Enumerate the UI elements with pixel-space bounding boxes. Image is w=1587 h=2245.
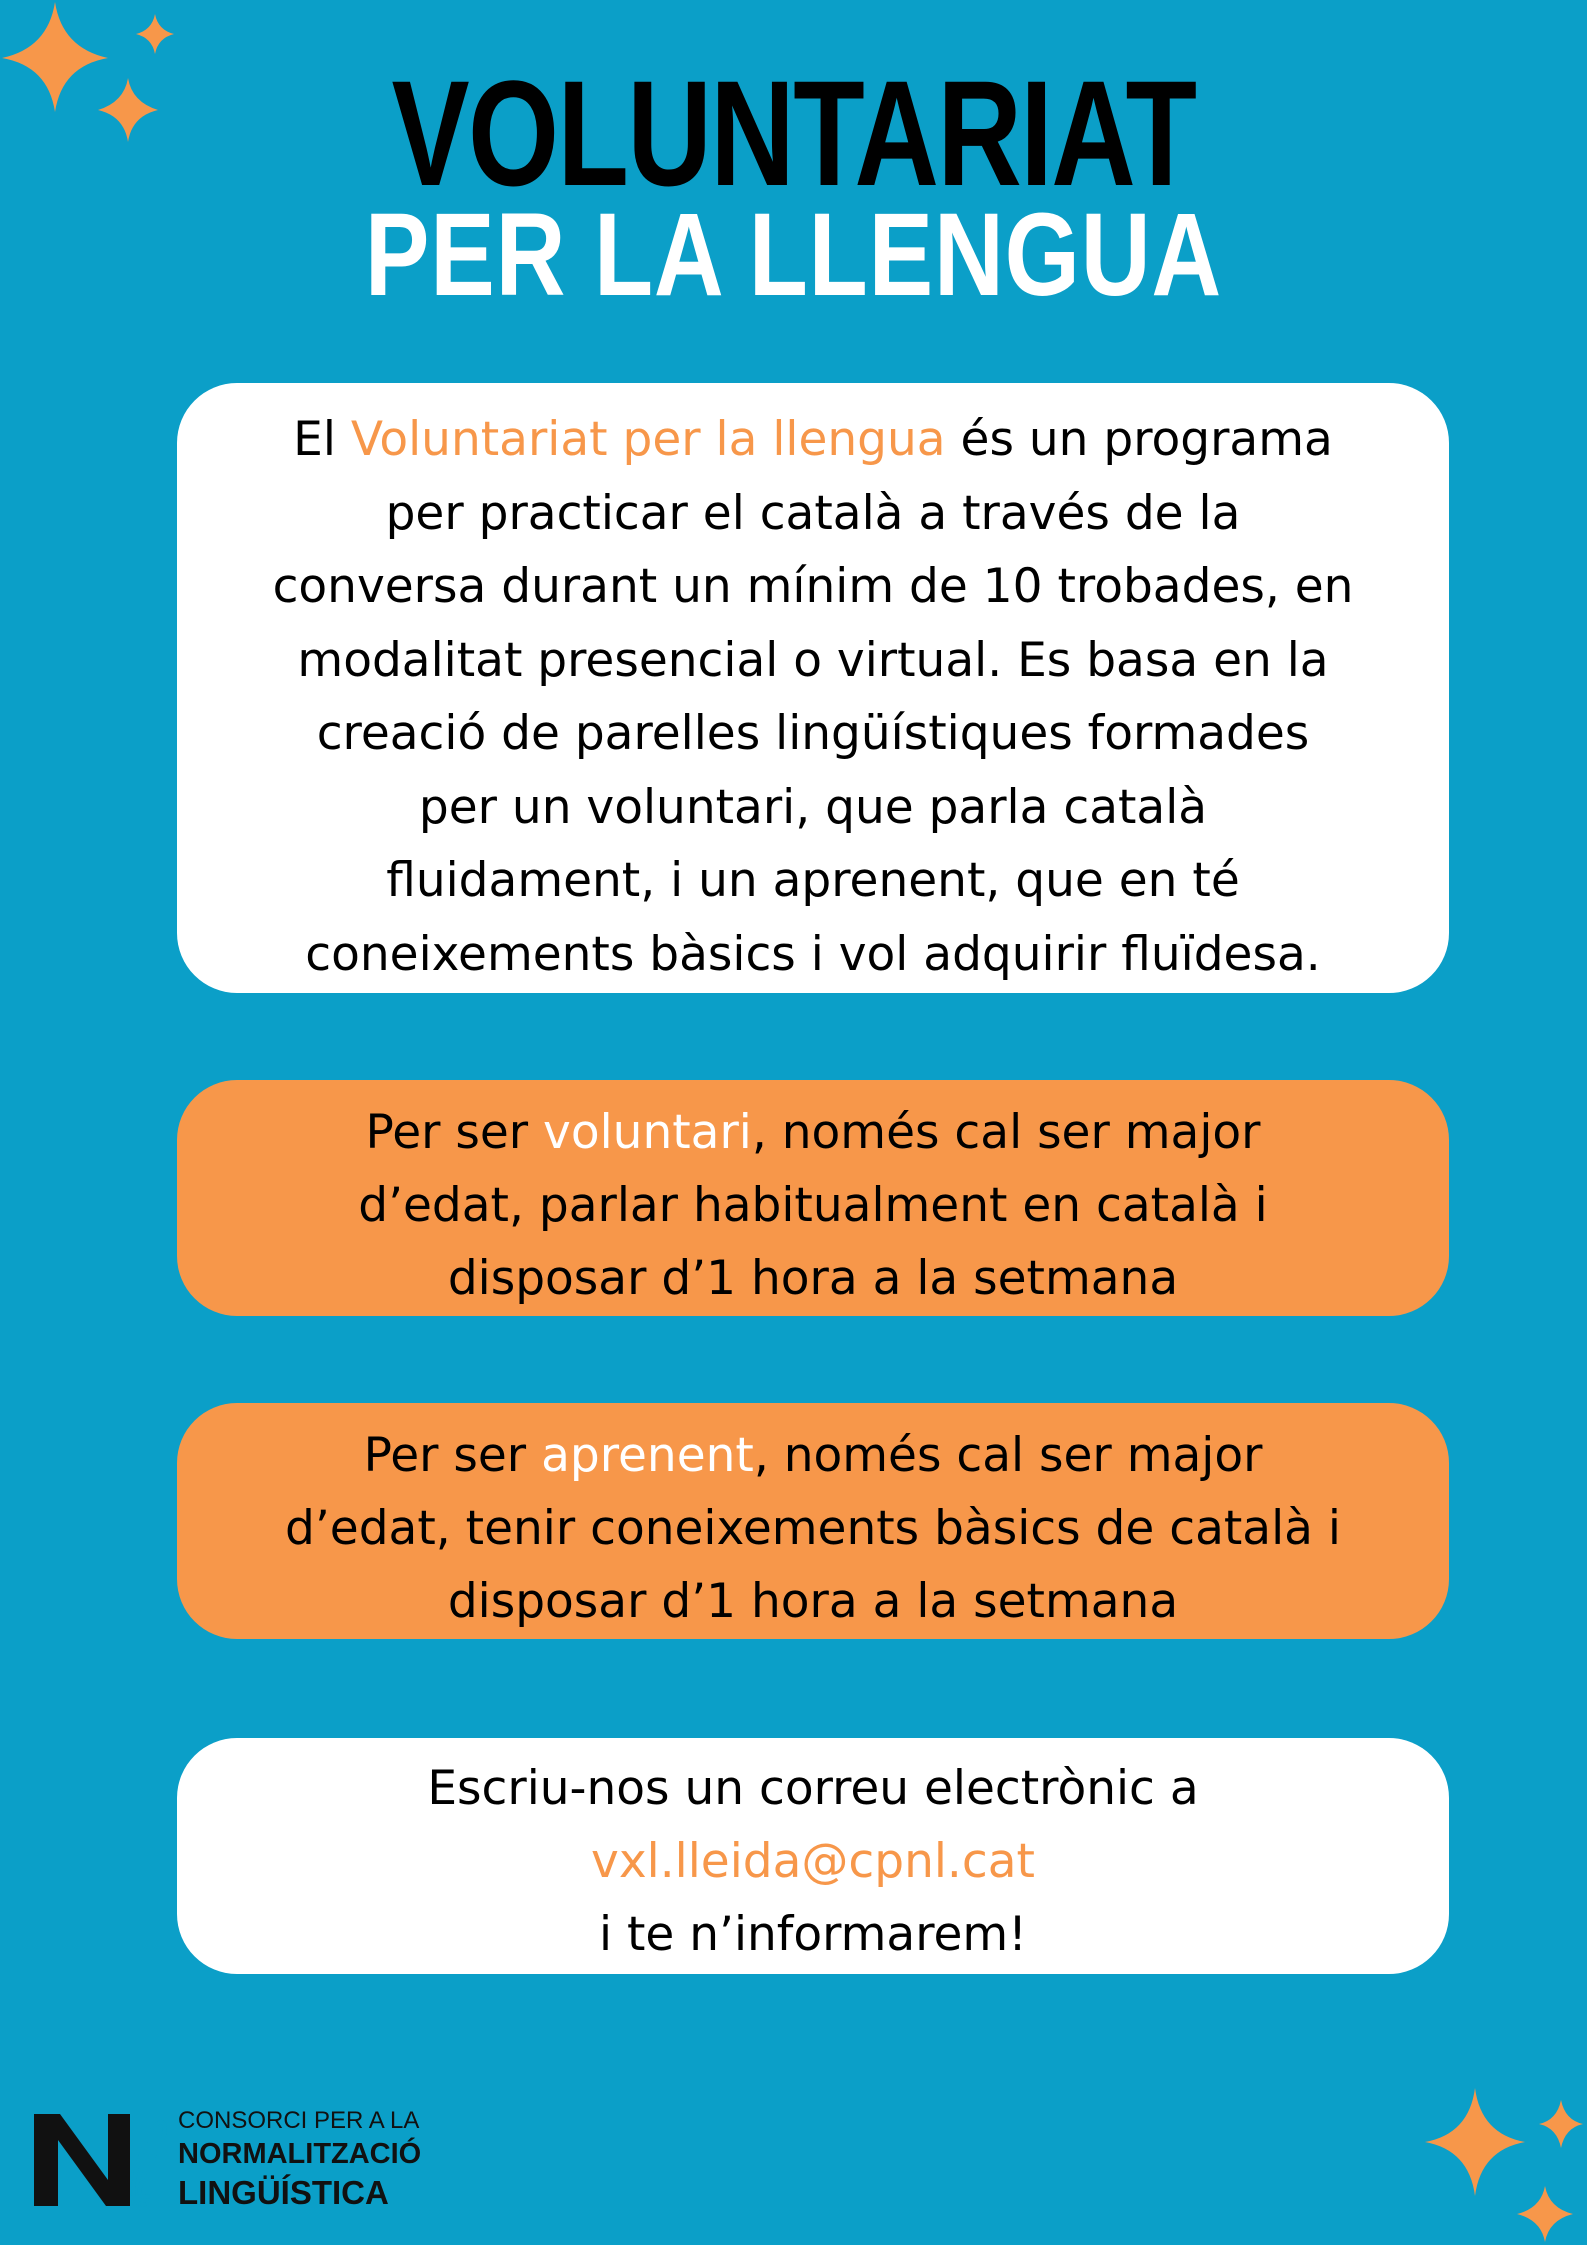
cpnl-logo-text	[178, 2106, 421, 2214]
learner-requirements-card	[177, 1403, 1449, 1639]
contact-line: i te n’informarem!	[598, 1907, 1028, 1962]
sparkle-icon	[1405, 2080, 1587, 2245]
intro-line: conversa durant un mínim de 10 trobades, en	[272, 559, 1354, 614]
cpnl-logo-icon	[34, 2110, 174, 2210]
learner-line-text: , només cal ser major	[753, 1428, 1263, 1483]
intro-line-text: és un programa	[945, 412, 1333, 467]
page-title: VOLUNTARIAT	[391, 49, 1196, 217]
logo-line: NORMALITZACIÓ	[178, 2138, 422, 2170]
logo-line: LINGÜÍSTICA	[178, 2174, 389, 2211]
learner-line: disposar d’1 hora a la setmana	[447, 1574, 1179, 1629]
intro-line: per practicar el català a través de la	[385, 485, 1241, 541]
intro-card	[177, 383, 1449, 993]
intro-prefix: El	[293, 412, 351, 467]
intro-line: coneixements bàsics i vol adquirir fluïdesa.	[305, 926, 1321, 982]
page-subtitle: PER LA LLENGUA	[364, 189, 1223, 321]
volunteer-highlight: voluntari	[543, 1105, 752, 1160]
sparkle-icon	[0, 0, 180, 160]
learner-highlight: aprenent	[541, 1428, 754, 1483]
learner-prefix: Per ser	[363, 1428, 542, 1483]
contact-card	[177, 1738, 1449, 1974]
intro-line	[217, 403, 1409, 477]
learner-line	[217, 1419, 1409, 1492]
intro-line: creació de parelles lingüístiques formades	[316, 706, 1310, 761]
intro-line: modalitat presencial o virtual. Es basa en la	[297, 632, 1329, 688]
email-link[interactable]: vxl.lleida@cpnl.cat	[591, 1834, 1035, 1889]
volunteer-prefix: Per ser	[365, 1105, 544, 1160]
volunteer-line-text: , només cal ser major	[751, 1105, 1261, 1160]
learner-line: d’edat, tenir coneixements bàsics de català i	[285, 1501, 1341, 1556]
contact-line: Escriu-nos un correu electrònic a	[427, 1761, 1199, 1816]
volunteer-requirements-card	[177, 1080, 1449, 1316]
volunteer-line: disposar d’1 hora a la setmana	[447, 1251, 1179, 1306]
intro-line: fluidament, i un aprenent, que en té	[386, 853, 1240, 908]
volunteer-line	[217, 1096, 1409, 1169]
intro-line: per un voluntari, que parla català	[418, 779, 1208, 835]
program-name-highlight: Voluntariat per la llengua	[350, 412, 946, 467]
volunteer-line: d’edat, parlar habitualment en català i	[358, 1178, 1268, 1233]
logo-line: CONSORCI PER A LA	[178, 2107, 420, 2134]
